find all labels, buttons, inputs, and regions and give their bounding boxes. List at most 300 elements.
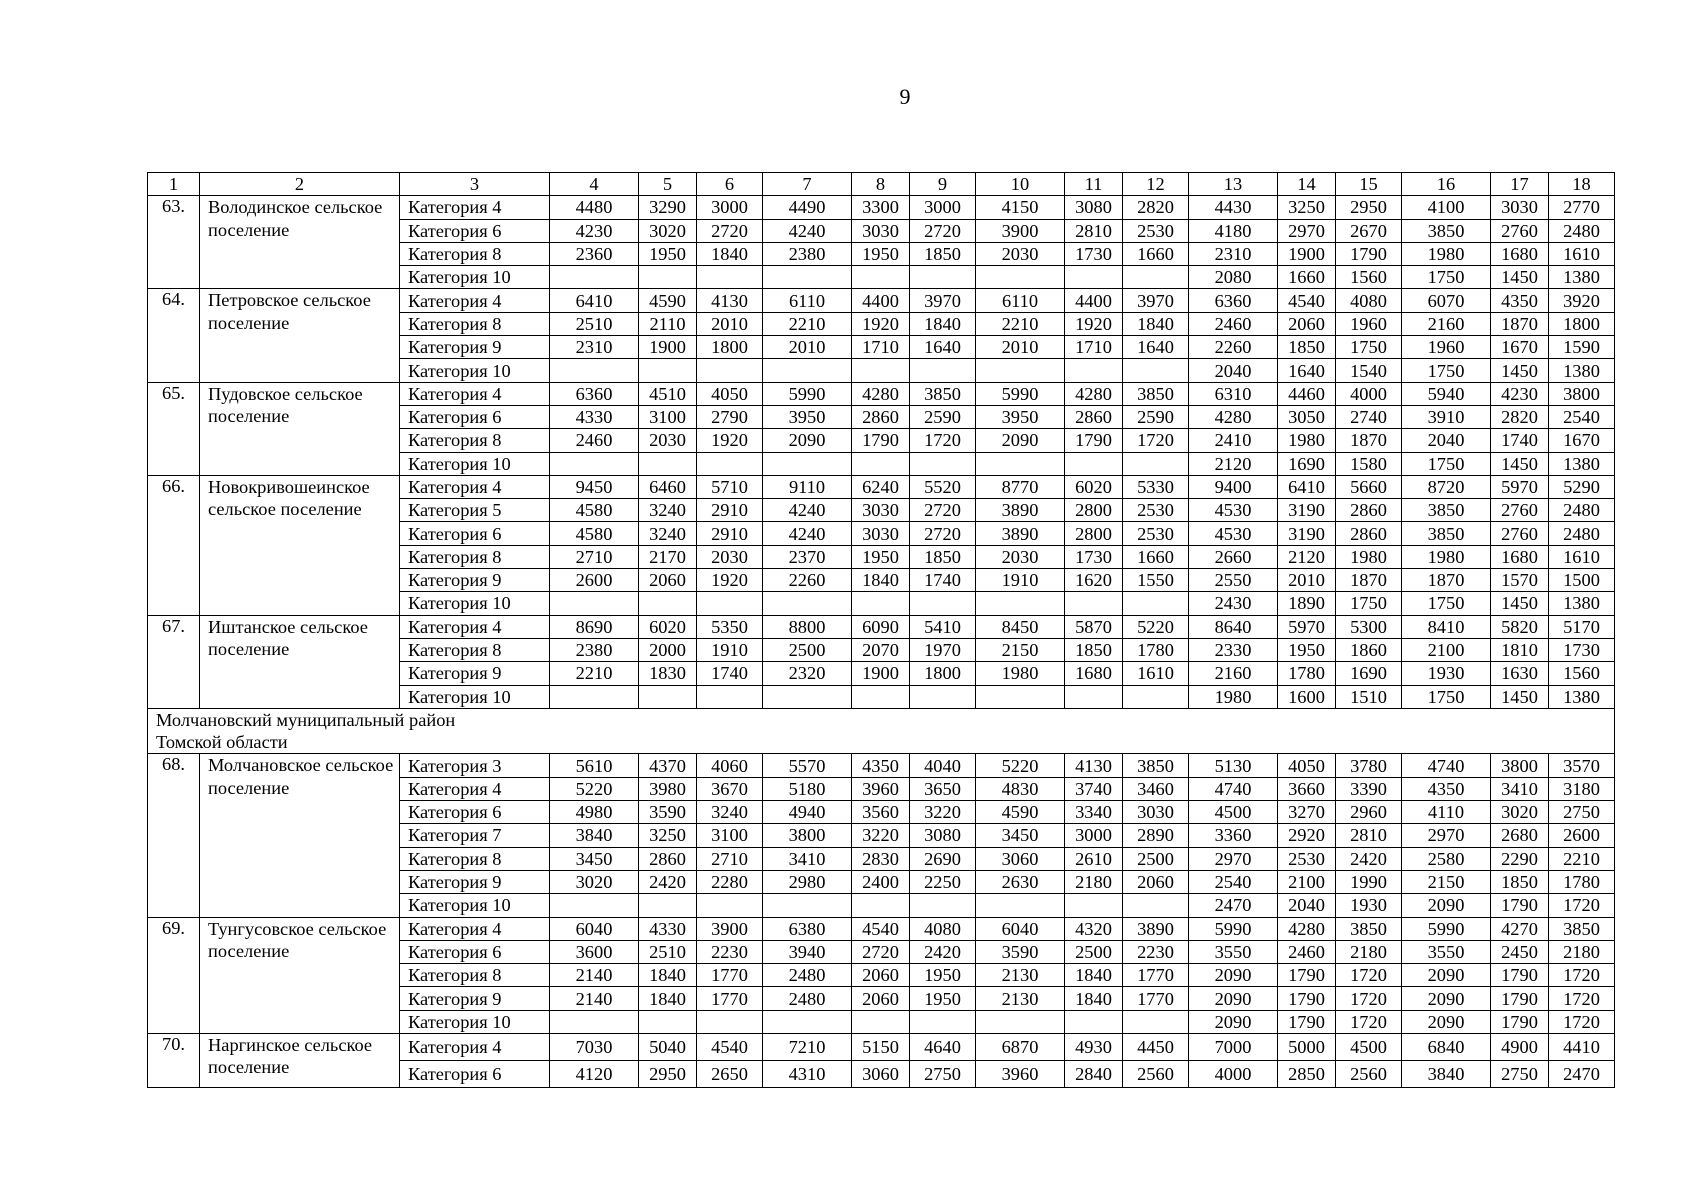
value-cell: 5970 (1278, 615, 1336, 638)
value-cell: 1720 (1549, 894, 1615, 917)
value-cell (1123, 894, 1189, 917)
value-cell: 2480 (763, 964, 852, 987)
value-cell (976, 592, 1065, 615)
category-cell: Категория 5 (400, 499, 550, 522)
value-cell: 3840 (550, 824, 639, 847)
value-cell: 4590 (639, 289, 697, 312)
column-header: 11 (1065, 173, 1123, 196)
value-cell (852, 452, 910, 475)
value-cell: 2180 (1336, 940, 1402, 963)
value-cell: 1920 (697, 569, 763, 592)
value-cell: 1730 (1549, 638, 1615, 661)
value-cell: 2710 (697, 847, 763, 870)
value-cell: 2960 (1336, 801, 1402, 824)
value-cell: 1980 (976, 662, 1065, 685)
value-cell: 2040 (1402, 429, 1491, 452)
value-cell (852, 359, 910, 382)
value-cell: 6040 (550, 917, 639, 940)
value-cell: 2760 (1491, 219, 1549, 242)
value-cell: 2380 (763, 242, 852, 265)
value-cell: 2140 (550, 964, 639, 987)
value-cell: 3060 (976, 847, 1065, 870)
value-cell: 3190 (1278, 499, 1336, 522)
value-cell: 3240 (639, 499, 697, 522)
value-cell: 1610 (1123, 662, 1189, 685)
value-cell: 2060 (1123, 870, 1189, 893)
category-cell: Категория 9 (400, 569, 550, 592)
value-cell: 3850 (1402, 499, 1491, 522)
column-header: 9 (910, 173, 976, 196)
value-cell: 3850 (1123, 754, 1189, 777)
value-cell: 2010 (697, 312, 763, 335)
category-cell: Категория 8 (400, 429, 550, 452)
value-cell: 5870 (1065, 615, 1123, 638)
value-cell: 2060 (852, 987, 910, 1010)
value-cell: 1640 (910, 336, 976, 359)
value-cell: 4350 (1491, 289, 1549, 312)
value-cell: 2860 (1336, 499, 1402, 522)
value-cell: 2560 (1336, 1060, 1402, 1087)
value-cell: 1730 (1065, 545, 1123, 568)
value-cell (763, 359, 852, 382)
value-cell: 2410 (1189, 429, 1278, 452)
value-cell: 1630 (1491, 662, 1549, 685)
value-cell: 3590 (639, 801, 697, 824)
settlement-number: 65. (148, 382, 200, 475)
value-cell: 3900 (697, 917, 763, 940)
value-cell (697, 359, 763, 382)
value-cell (976, 266, 1065, 289)
value-cell: 4040 (910, 754, 976, 777)
column-header: 8 (852, 173, 910, 196)
value-cell: 2760 (1491, 499, 1549, 522)
value-cell: 9110 (763, 475, 852, 498)
value-cell: 6870 (976, 1033, 1065, 1060)
value-cell: 3080 (1065, 196, 1123, 219)
value-cell (1065, 592, 1123, 615)
value-cell: 1790 (1065, 429, 1123, 452)
value-cell: 1780 (1123, 638, 1189, 661)
value-cell: 2840 (1065, 1060, 1123, 1087)
value-cell: 1710 (1065, 336, 1123, 359)
value-cell: 2650 (697, 1060, 763, 1087)
value-cell (763, 1010, 852, 1033)
value-cell: 2530 (1123, 219, 1189, 242)
category-cell: Категория 9 (400, 870, 550, 893)
value-cell: 1380 (1549, 266, 1615, 289)
value-cell: 3060 (852, 1060, 910, 1087)
value-cell: 1730 (1065, 242, 1123, 265)
value-cell: 4350 (1402, 777, 1491, 800)
value-cell: 1680 (1491, 545, 1549, 568)
value-cell (550, 266, 639, 289)
value-cell: 4310 (763, 1060, 852, 1087)
value-cell: 4110 (1402, 801, 1491, 824)
value-cell: 3850 (1123, 382, 1189, 405)
value-cell: 1720 (1336, 1010, 1402, 1033)
value-cell: 1740 (910, 569, 976, 592)
value-cell: 3850 (910, 382, 976, 405)
value-cell: 1680 (1065, 662, 1123, 685)
value-cell: 1560 (1336, 266, 1402, 289)
value-cell: 2420 (639, 870, 697, 893)
value-cell: 5130 (1189, 754, 1278, 777)
value-cell: 1980 (1402, 242, 1491, 265)
value-cell: 4540 (852, 917, 910, 940)
value-cell: 1800 (910, 662, 976, 685)
value-cell: 2030 (697, 545, 763, 568)
value-cell: 4050 (1278, 754, 1336, 777)
value-cell: 1560 (1549, 662, 1615, 685)
value-cell: 4590 (976, 801, 1065, 824)
value-cell: 2850 (1278, 1060, 1336, 1087)
table-row (148, 615, 1615, 638)
value-cell: 3450 (976, 824, 1065, 847)
value-cell: 2320 (763, 662, 852, 685)
value-cell: 2150 (1402, 870, 1491, 893)
value-cell: 4080 (1336, 289, 1402, 312)
value-cell: 3270 (1278, 801, 1336, 824)
value-cell: 2010 (976, 336, 1065, 359)
value-cell: 3000 (910, 196, 976, 219)
value-cell: 3410 (1491, 777, 1549, 800)
value-cell (852, 592, 910, 615)
value-cell: 3800 (1549, 382, 1615, 405)
value-cell: 2070 (852, 638, 910, 661)
value-cell: 2010 (1278, 569, 1336, 592)
category-cell: Категория 8 (400, 638, 550, 661)
value-cell: 2760 (1491, 522, 1549, 545)
value-cell: 1660 (1123, 545, 1189, 568)
value-cell: 4370 (639, 754, 697, 777)
value-cell: 2130 (976, 987, 1065, 1010)
value-cell: 8410 (1402, 615, 1491, 638)
value-cell (550, 1010, 639, 1033)
value-cell: 2210 (550, 662, 639, 685)
value-cell (976, 1010, 1065, 1033)
value-cell: 5000 (1278, 1033, 1336, 1060)
value-cell: 3410 (763, 847, 852, 870)
value-cell: 2210 (976, 312, 1065, 335)
value-cell: 1660 (1123, 242, 1189, 265)
category-cell: Категория 10 (400, 359, 550, 382)
value-cell: 2480 (1549, 499, 1615, 522)
value-cell: 1790 (1491, 894, 1549, 917)
value-cell: 6410 (550, 289, 639, 312)
value-cell: 2920 (1278, 824, 1336, 847)
value-cell: 1600 (1278, 685, 1336, 708)
value-cell: 3030 (852, 522, 910, 545)
value-cell: 5820 (1491, 615, 1549, 638)
value-cell: 2480 (1549, 219, 1615, 242)
value-cell: 5290 (1549, 475, 1615, 498)
value-cell: 3030 (1123, 801, 1189, 824)
value-cell: 6020 (1065, 475, 1123, 498)
value-cell: 5220 (976, 754, 1065, 777)
value-cell: 1930 (1402, 662, 1491, 685)
value-cell (763, 266, 852, 289)
value-cell: 6240 (852, 475, 910, 498)
value-cell (976, 894, 1065, 917)
value-cell: 3670 (697, 777, 763, 800)
value-cell: 2030 (976, 545, 1065, 568)
value-cell: 1950 (852, 545, 910, 568)
value-cell: 1920 (1065, 312, 1123, 335)
category-cell: Категория 4 (400, 382, 550, 405)
value-cell: 2590 (910, 405, 976, 428)
value-cell: 1620 (1065, 569, 1123, 592)
value-cell: 9400 (1189, 475, 1278, 498)
value-cell: 2790 (697, 405, 763, 428)
value-cell: 2710 (550, 545, 639, 568)
value-cell: 4480 (550, 196, 639, 219)
value-cell: 2860 (1065, 405, 1123, 428)
value-cell: 1790 (852, 429, 910, 452)
value-cell: 2180 (1065, 870, 1123, 893)
value-cell: 1450 (1491, 359, 1549, 382)
value-cell: 5180 (763, 777, 852, 800)
value-cell: 1570 (1491, 569, 1549, 592)
value-cell: 3030 (1491, 196, 1549, 219)
value-cell: 1840 (852, 569, 910, 592)
value-cell: 1670 (1491, 336, 1549, 359)
column-header: 17 (1491, 173, 1549, 196)
category-cell: Категория 8 (400, 545, 550, 568)
value-cell: 3960 (976, 1060, 1065, 1087)
value-cell (852, 266, 910, 289)
value-cell: 1720 (1549, 987, 1615, 1010)
value-cell (910, 1010, 976, 1033)
settlement-name: Иштанское сельское поселение (200, 615, 400, 708)
value-cell: 2890 (1123, 824, 1189, 847)
value-cell: 4900 (1491, 1033, 1549, 1060)
value-cell: 4540 (697, 1033, 763, 1060)
value-cell: 2770 (1549, 196, 1615, 219)
value-cell: 2530 (1123, 499, 1189, 522)
value-cell: 3660 (1278, 777, 1336, 800)
value-cell: 4280 (852, 382, 910, 405)
value-cell: 6360 (550, 382, 639, 405)
value-cell: 1720 (910, 429, 976, 452)
value-cell: 2090 (1189, 1010, 1278, 1033)
value-cell: 2550 (1189, 569, 1278, 592)
value-cell: 1870 (1336, 429, 1402, 452)
value-cell: 1380 (1549, 359, 1615, 382)
page-number: 9 (899, 84, 911, 109)
value-cell: 1840 (697, 242, 763, 265)
value-cell: 2810 (1336, 824, 1402, 847)
value-cell: 2590 (1123, 405, 1189, 428)
value-cell: 2820 (1491, 405, 1549, 428)
value-cell: 2970 (1278, 219, 1336, 242)
value-cell: 6070 (1402, 289, 1491, 312)
value-cell: 5660 (1336, 475, 1402, 498)
value-cell: 4280 (1189, 405, 1278, 428)
value-cell: 3890 (976, 522, 1065, 545)
value-cell: 2130 (976, 964, 1065, 987)
value-cell: 3180 (1549, 777, 1615, 800)
value-cell: 3800 (763, 824, 852, 847)
value-cell: 5990 (1189, 917, 1278, 940)
value-cell: 2970 (1402, 824, 1491, 847)
value-cell (639, 452, 697, 475)
value-cell: 4080 (910, 917, 976, 940)
value-cell: 2060 (852, 964, 910, 987)
value-cell (1065, 1010, 1123, 1033)
settlement-name: Пудовское сельское поселение (200, 382, 400, 475)
value-cell: 5350 (697, 615, 763, 638)
value-cell: 2510 (550, 312, 639, 335)
value-cell: 5570 (763, 754, 852, 777)
value-cell: 5940 (1402, 382, 1491, 405)
value-cell: 2360 (550, 242, 639, 265)
value-cell: 1870 (1336, 569, 1402, 592)
value-cell: 1450 (1491, 592, 1549, 615)
value-cell: 2210 (763, 312, 852, 335)
value-cell: 2210 (1549, 847, 1615, 870)
value-cell: 1510 (1336, 685, 1402, 708)
value-cell (763, 452, 852, 475)
value-cell: 2090 (1402, 894, 1491, 917)
value-cell: 3300 (852, 196, 910, 219)
value-cell: 2860 (1336, 522, 1402, 545)
value-cell: 2980 (763, 870, 852, 893)
value-cell: 5300 (1336, 615, 1402, 638)
value-cell: 2090 (976, 429, 1065, 452)
category-cell: Категория 10 (400, 894, 550, 917)
value-cell: 9450 (550, 475, 639, 498)
value-cell: 2370 (763, 545, 852, 568)
column-header: 16 (1402, 173, 1491, 196)
value-cell: 2860 (852, 405, 910, 428)
district-row (148, 708, 1615, 754)
value-cell: 3250 (639, 824, 697, 847)
category-cell: Категория 10 (400, 685, 550, 708)
value-cell: 4400 (852, 289, 910, 312)
value-cell: 4980 (550, 801, 639, 824)
value-cell: 2230 (697, 940, 763, 963)
value-cell: 1960 (1336, 312, 1402, 335)
value-cell: 1740 (697, 662, 763, 685)
value-cell: 2110 (639, 312, 697, 335)
value-cell: 2810 (1065, 219, 1123, 242)
value-cell: 2090 (1402, 987, 1491, 1010)
column-header: 3 (400, 173, 550, 196)
value-cell: 3920 (1549, 289, 1615, 312)
value-cell: 2100 (1278, 870, 1336, 893)
value-cell (1123, 685, 1189, 708)
value-cell: 3740 (1065, 777, 1123, 800)
value-cell: 1380 (1549, 592, 1615, 615)
value-cell: 2470 (1189, 894, 1278, 917)
settlement-number: 69. (148, 917, 200, 1033)
value-cell: 4540 (1278, 289, 1336, 312)
value-cell: 1750 (1402, 685, 1491, 708)
value-cell: 2330 (1189, 638, 1278, 661)
settlement-name: Петровское сельское поселение (200, 289, 400, 382)
value-cell: 8690 (550, 615, 639, 638)
value-cell: 3020 (639, 219, 697, 242)
value-cell: 3550 (1189, 940, 1278, 963)
value-cell (639, 685, 697, 708)
value-cell: 1980 (1402, 545, 1491, 568)
value-cell: 7210 (763, 1033, 852, 1060)
value-cell: 4000 (1336, 382, 1402, 405)
column-header: 1 (148, 173, 200, 196)
value-cell: 4330 (550, 405, 639, 428)
value-cell: 2090 (1402, 964, 1491, 987)
value-cell: 2040 (1278, 894, 1336, 917)
value-cell: 1770 (1123, 987, 1189, 1010)
value-cell: 1950 (910, 987, 976, 1010)
value-cell: 1750 (1402, 359, 1491, 382)
value-cell: 2910 (697, 522, 763, 545)
value-cell: 2820 (1123, 196, 1189, 219)
value-cell: 2260 (763, 569, 852, 592)
value-cell: 3550 (1402, 940, 1491, 963)
value-cell: 1790 (1278, 987, 1336, 1010)
value-cell: 1840 (1123, 312, 1189, 335)
value-cell: 1910 (697, 638, 763, 661)
value-cell: 8800 (763, 615, 852, 638)
value-cell: 1870 (1402, 569, 1491, 592)
value-cell: 2140 (550, 987, 639, 1010)
value-cell: 2250 (910, 870, 976, 893)
value-cell (550, 592, 639, 615)
value-cell: 2630 (976, 870, 1065, 893)
value-cell: 4240 (763, 219, 852, 242)
value-cell (852, 685, 910, 708)
value-cell: 2310 (550, 336, 639, 359)
value-cell: 2450 (1491, 940, 1549, 963)
category-cell: Категория 4 (400, 615, 550, 638)
value-cell: 2290 (1491, 847, 1549, 870)
value-cell: 1850 (1491, 870, 1549, 893)
value-cell: 3190 (1278, 522, 1336, 545)
value-cell (639, 894, 697, 917)
value-cell: 1860 (1336, 638, 1402, 661)
value-cell: 3560 (852, 801, 910, 824)
value-cell (1065, 359, 1123, 382)
value-cell: 4740 (1402, 754, 1491, 777)
value-cell: 1920 (697, 429, 763, 452)
settlement-number: 70. (148, 1033, 200, 1087)
value-cell: 1770 (1123, 964, 1189, 987)
value-cell: 3800 (1491, 754, 1549, 777)
value-cell: 1960 (1402, 336, 1491, 359)
value-cell: 6360 (1189, 289, 1278, 312)
value-cell: 3020 (550, 870, 639, 893)
value-cell (763, 894, 852, 917)
value-cell (1065, 266, 1123, 289)
value-cell: 3940 (763, 940, 852, 963)
value-cell: 2030 (639, 429, 697, 452)
value-cell: 1840 (1065, 987, 1123, 1010)
value-cell: 2170 (639, 545, 697, 568)
value-cell: 2720 (910, 522, 976, 545)
value-cell: 1750 (1402, 592, 1491, 615)
value-cell: 1840 (639, 987, 697, 1010)
value-cell: 2260 (1189, 336, 1278, 359)
value-cell: 2420 (910, 940, 976, 963)
settlement-name: Тунгусовское сельское поселение (200, 917, 400, 1033)
settlement-name: Наргинское сельское поселение (200, 1033, 400, 1087)
value-cell (639, 266, 697, 289)
category-cell: Категория 6 (400, 405, 550, 428)
value-cell: 1680 (1491, 242, 1549, 265)
value-cell: 1450 (1491, 452, 1549, 475)
value-cell: 2740 (1336, 405, 1402, 428)
